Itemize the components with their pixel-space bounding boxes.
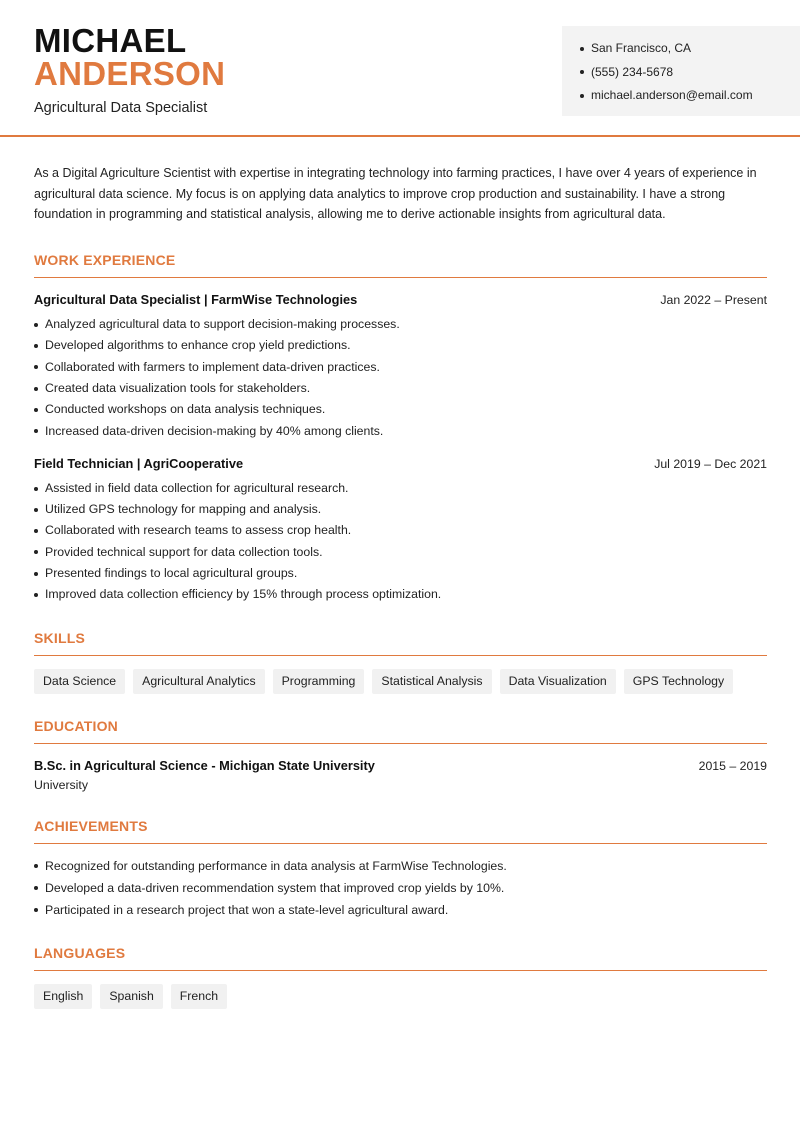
list-item-text: Participated in a research project that won a state-level agricultural award.: [45, 902, 449, 917]
bullet-icon: [34, 550, 38, 554]
bullet-icon: [34, 387, 38, 391]
bullet-icon: [34, 529, 38, 533]
skill-tag: Statistical Analysis: [372, 669, 491, 694]
list-item: [34, 399, 767, 420]
bullet-icon: [580, 94, 584, 98]
job-date: Jul 2019 – Dec 2021: [654, 456, 767, 471]
contact-location-text: San Francisco, CA: [591, 41, 692, 55]
list-item: [34, 335, 767, 356]
contact-phone: [580, 61, 800, 85]
section-title: LANGUAGES: [34, 945, 767, 971]
skills-section: [34, 630, 767, 694]
skill-tag: Agricultural Analytics: [133, 669, 264, 694]
job-bullets: [34, 314, 767, 442]
bullet-icon: [34, 487, 38, 491]
education-section: [34, 718, 767, 792]
list-item: [34, 357, 767, 378]
list-item-text: Collaborated with farmers to implement data-driven practices.: [45, 359, 380, 374]
skill-tag: Data Visualization: [500, 669, 616, 694]
list-item-text: Provided technical support for data collection tools.: [45, 544, 323, 559]
job-header: [34, 292, 767, 307]
bullet-icon: [34, 365, 38, 369]
bullet-icon: [34, 908, 38, 912]
bullet-icon: [34, 864, 38, 868]
list-item-text: Collaborated with research teams to assess crop health.: [45, 523, 352, 538]
list-item: [34, 421, 767, 442]
contact-box: [562, 26, 800, 116]
list-item: [34, 899, 767, 921]
section-title: EDUCATION: [34, 718, 767, 744]
job-bullets: [34, 478, 767, 606]
list-item-text: Conducted workshops on data analysis techniques.: [45, 402, 326, 417]
bullet-icon: [34, 886, 38, 890]
list-item: [34, 877, 767, 899]
degree-name: B.Sc. in Agricultural Science - Michigan State University: [34, 757, 375, 773]
language-tag: Spanish: [100, 984, 162, 1009]
section-title: SKILLS: [34, 630, 767, 656]
section-title: WORK EXPERIENCE: [34, 252, 767, 278]
job-entry: [34, 292, 767, 442]
languages-section: [34, 945, 767, 1009]
language-tag: French: [171, 984, 227, 1009]
bullet-icon: [34, 408, 38, 412]
job-date: Jan 2022 – Present: [660, 293, 767, 308]
list-item: [34, 520, 767, 541]
list-item: [34, 499, 767, 520]
bullet-icon: [34, 429, 38, 433]
contact-location: [580, 37, 800, 61]
bullet-icon: [34, 323, 38, 327]
list-item: [34, 563, 767, 584]
contact-email: [580, 84, 800, 108]
list-item-text: Created data visualization tools for stakeholders.: [45, 381, 311, 395]
job-header: [34, 456, 767, 471]
list-item: [34, 314, 767, 335]
language-tag: English: [34, 984, 92, 1009]
bullet-icon: [34, 593, 38, 597]
summary-paragraph: As a Digital Agriculture Scientist with expertise in integrating technology into farming practices, I have over 4 years of experience in agricultural data science. My focus is on applying data analytics to improve crop production and sustainability. I have a strong foundation in programming and statistical analysis, allowing me to derive actionable insights from agricultural data.: [34, 166, 757, 222]
resume-header: [0, 0, 800, 137]
list-item: [34, 378, 767, 399]
education-header: [34, 758, 767, 773]
bullet-icon: [34, 344, 38, 348]
achievements-section: [34, 818, 767, 921]
education-date: 2015 – 2019: [698, 758, 767, 773]
job-entry: [34, 456, 767, 606]
first-name: MICHAEL: [34, 22, 187, 59]
last-name: ANDERSON: [34, 55, 226, 92]
contact-email-text: michael.anderson@email.com: [591, 88, 753, 102]
section-title: ACHIEVEMENTS: [34, 818, 767, 844]
list-item-text: Developed algorithms to enhance crop yield predictions.: [45, 338, 351, 353]
resume-body: [34, 163, 767, 1009]
list-item-text: Assisted in field data collection for agricultural research.: [45, 480, 349, 495]
languages-tags: [34, 984, 767, 1009]
list-item-text: Increased data-driven decision-making by 40% among clients.: [45, 423, 384, 438]
contact-phone-text: (555) 234-5678: [591, 64, 674, 79]
skill-tag: Data Science: [34, 669, 125, 694]
job-name: Field Technician | AgriCooperative: [34, 455, 244, 471]
bullet-icon: [580, 70, 584, 74]
list-item: [34, 478, 767, 499]
job-name: Agricultural Data Specialist | FarmWise Technologies: [34, 292, 358, 308]
achievements-list: [34, 855, 767, 921]
list-item: [34, 855, 767, 877]
skill-tag: Programming: [273, 669, 365, 694]
list-item-text: Improved data collection efficiency by 15% through process optimization.: [45, 587, 442, 602]
skill-tag: GPS Technology: [624, 669, 733, 694]
job-title: Agricultural Data Specialist: [34, 100, 208, 116]
skills-tags: [34, 669, 767, 694]
work-experience-section: [34, 252, 767, 606]
list-item: [34, 584, 767, 605]
list-item-text: Presented findings to local agricultural groups.: [45, 566, 298, 581]
list-item-text: Recognized for outstanding performance in data analysis at FarmWise Technologies.: [45, 858, 507, 873]
list-item-text: Analyzed agricultural data to support decision-making processes.: [45, 317, 400, 332]
list-item-text: Developed a data-driven recommendation system that improved crop yields by 10%.: [45, 880, 505, 895]
bullet-icon: [34, 572, 38, 576]
list-item: [34, 542, 767, 563]
education-type: University: [34, 777, 88, 792]
bullet-icon: [580, 47, 584, 51]
list-item-text: Utilized GPS technology for mapping and analysis.: [45, 502, 322, 517]
bullet-icon: [34, 508, 38, 512]
